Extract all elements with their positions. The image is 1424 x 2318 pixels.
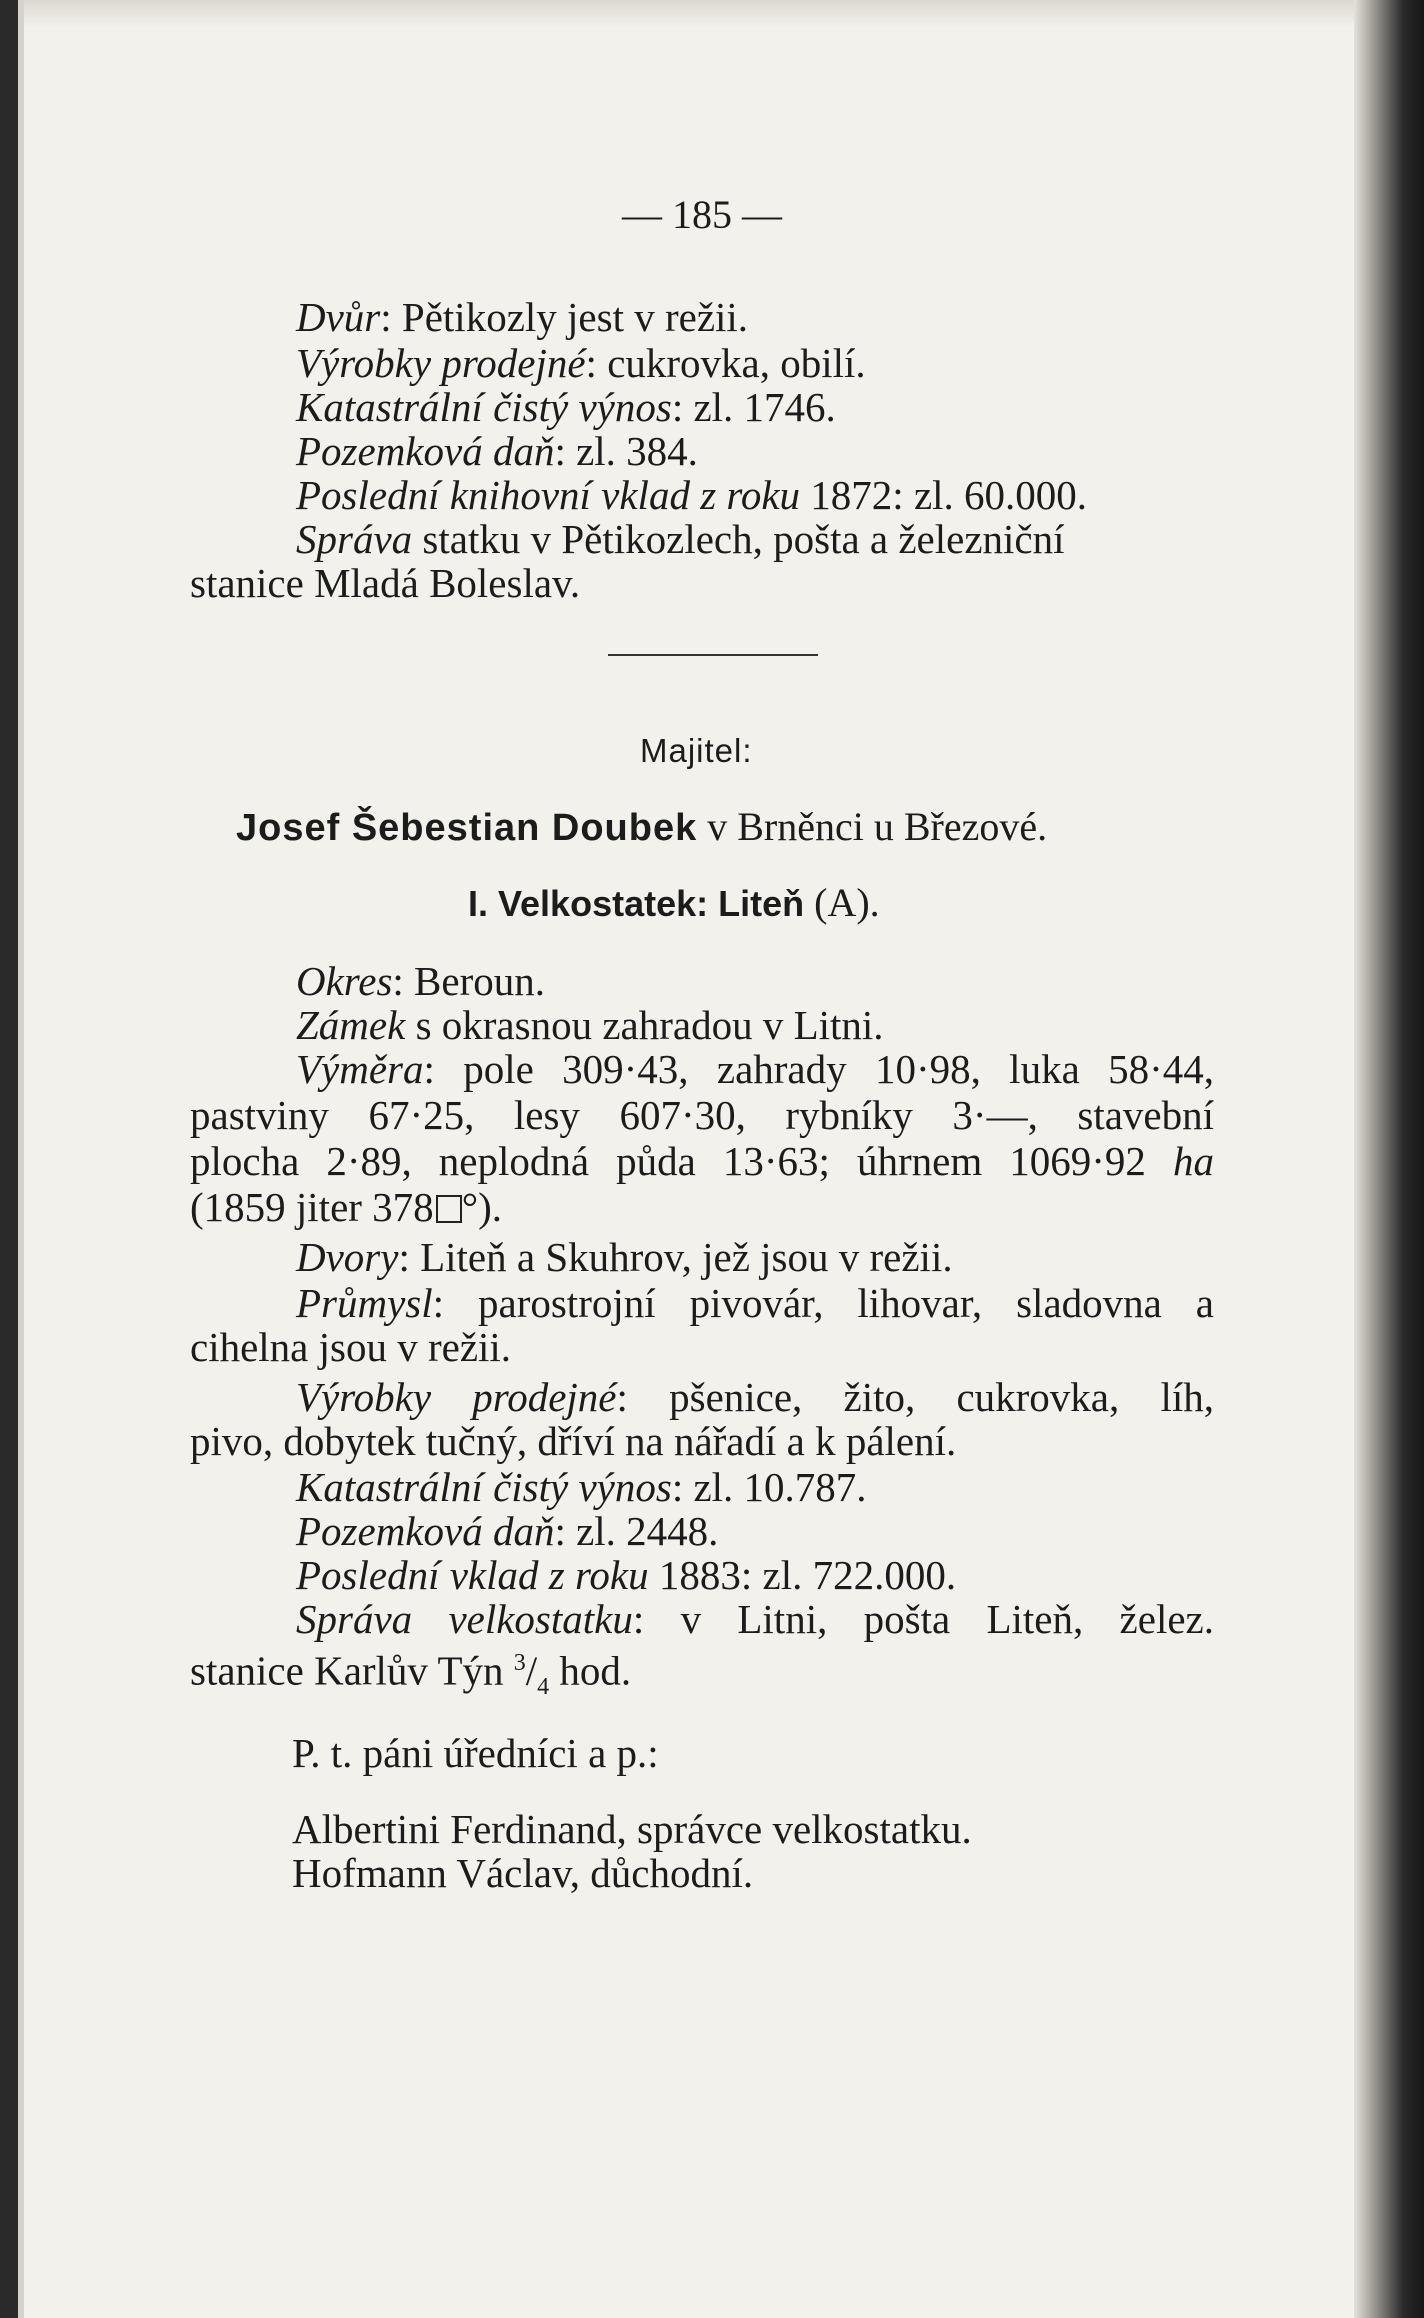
dvur-line [296, 294, 748, 340]
estate-heading-bold: I. Velkostatek: Liteň [468, 883, 805, 924]
katastr-label: Katastrální čistý výnos [296, 384, 672, 430]
katastr-value: : zl. 1746. [671, 384, 836, 430]
official-1: Albertini Ferdinand, správce velkostatku. [292, 1806, 972, 1852]
vyrobky2-label: Výrobky prodejné [296, 1374, 617, 1420]
dvory-value: : Liteň a Skuhrov, jež jsou v režii. [398, 1234, 953, 1280]
dvory-line [296, 1234, 953, 1280]
dan2-label: Pozemková daň [296, 1508, 555, 1554]
dan-label: Pozemková daň [296, 428, 555, 474]
sprava2-cont: stanice Karlův Týn $^3/_4$ hod. [190, 1647, 632, 1700]
katastr2-value: : zl. 10.787. [671, 1464, 867, 1510]
owner-line [236, 804, 1047, 851]
vklad-value: 1872: zl. 60.000. [810, 472, 1088, 518]
dan2-line [296, 1508, 718, 1554]
page-number: — 185 — [622, 192, 782, 237]
okres-line [296, 958, 545, 1004]
scan-top-edge [24, 0, 1354, 28]
zamek-line [296, 1002, 884, 1048]
vyrobky-label: Výrobky prodejné [296, 340, 586, 386]
section-divider [608, 654, 818, 656]
dvory-label: Dvory [296, 1234, 399, 1280]
owner-label: Majitel: [640, 732, 753, 769]
sprava-label: Správa [296, 516, 413, 562]
vyrobky2-value: : pšenice, žito, cukrovka, líh, [616, 1374, 1214, 1420]
officials-heading: P. t. páni úředníci a p.: [292, 1730, 659, 1776]
vymera-line4b: °). [461, 1184, 502, 1230]
prumysl-label: Průmysl [296, 1280, 433, 1326]
owner-place: v Brněnci u Březové. [707, 804, 1048, 849]
vklad-line [296, 472, 1087, 518]
katastr2-line [296, 1464, 867, 1510]
dan2-value: : zl. 2448. [554, 1508, 719, 1554]
sprava2-line [296, 1596, 1214, 1642]
vyrobky2-line [296, 1374, 1214, 1420]
vyrobky-line [296, 340, 866, 386]
zamek-value: s okrasnou zahradou v Litni. [415, 1002, 884, 1048]
fraction-denominator: 4 [537, 1673, 550, 1700]
vyrobky2-cont: pivo, dobytek tučný, dříví na nářadí a k pálení. [190, 1418, 957, 1464]
scan-left-edge [0, 0, 18, 2318]
vymera-label: Výměra [296, 1046, 424, 1092]
estate-heading [468, 880, 880, 927]
fraction-numerator: 3 [513, 1650, 526, 1676]
sprava2-value: : v Litni, pošta Liteň, želez. [632, 1596, 1214, 1642]
vymera-unit: ha [1173, 1138, 1214, 1184]
estate-heading-suffix: (A). [814, 880, 880, 925]
dan-value: : zl. 384. [554, 428, 698, 474]
dan-line [296, 428, 698, 474]
vklad2-value: 1883: zl. 722.000. [658, 1552, 957, 1598]
owner-name: Josef Šebestian Doubek [236, 807, 698, 849]
vymera-line-4 [190, 1184, 502, 1230]
scan-gutter [18, 0, 24, 2318]
sprava-line [296, 516, 1065, 562]
official-2: Hofmann Václav, důchodní. [292, 1850, 754, 1896]
vymera-line-3 [190, 1138, 1214, 1184]
prumysl-line [296, 1280, 1214, 1326]
vymera-line1: : pole 309·43, zahrady 10·98, luka 58·44, [423, 1046, 1214, 1092]
zamek-label: Zámek [296, 1002, 406, 1048]
vymera-line3: plocha 2·89, neplodná půda 13·63; úhrnem 1069·92 [190, 1138, 1146, 1184]
prumysl-value: : parostrojní pivovár, lihovar, sladovna a [432, 1280, 1214, 1326]
katastr-line [296, 384, 836, 430]
scan-right-edge [1354, 0, 1424, 2318]
prumysl-cont: cihelna jsou v režii. [190, 1324, 512, 1370]
vklad2-line [296, 1552, 956, 1598]
katastr2-label: Katastrální čistý výnos [296, 1464, 672, 1510]
dvur-value: : Pětikozly jest v režii. [380, 294, 749, 340]
vklad2-label: Poslední vklad z roku [296, 1552, 649, 1598]
vyrobky-value: : cukrovka, obilí. [585, 340, 866, 386]
vymera-line-1 [296, 1046, 1214, 1092]
dvur-label: Dvůr [296, 294, 381, 340]
sprava-cont: stanice Mladá Boleslav. [190, 560, 581, 606]
sprava2-cont-b: hod. [559, 1647, 632, 1694]
sprava2-cont-a: stanice Karlův Týn [190, 1647, 504, 1694]
sprava2-label: Správa velkostatku [296, 1596, 633, 1642]
vymera-line4a: (1859 jiter 378 [190, 1184, 434, 1230]
vklad-label: Poslední knihovní vklad z roku [296, 472, 801, 518]
sprava-value: statku v Pětikozlech, pošta a železniční [422, 516, 1065, 562]
okres-label: Okres [296, 958, 393, 1004]
okres-value: : Beroun. [392, 958, 545, 1004]
vymera-line2: pastviny 67·25, lesy 607·30, rybníky 3·—, stavební [190, 1092, 1214, 1138]
square-symbol [436, 1195, 462, 1223]
